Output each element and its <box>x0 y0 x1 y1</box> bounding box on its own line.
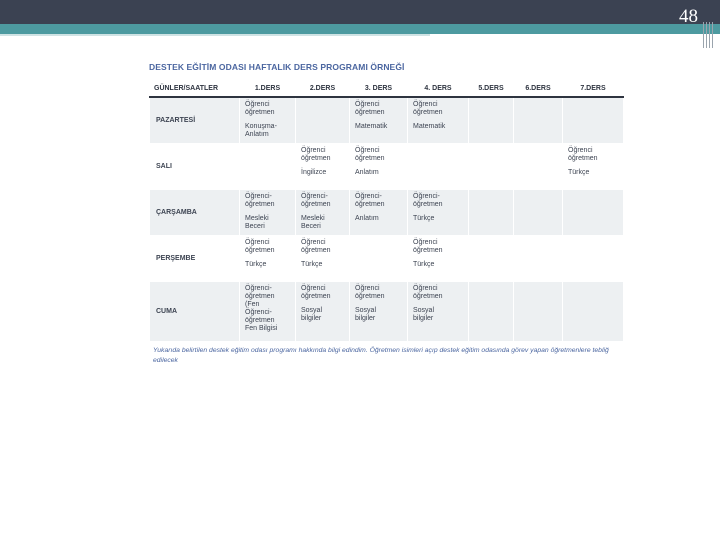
day-cell: CUMA <box>150 281 240 341</box>
lesson-cell <box>563 97 624 143</box>
teacher-role: Öğrenci- öğretmen <box>245 192 275 208</box>
table-footnote: Yukarıda belirtilen destek eğitim odası programı hakkında bilgi edindim. Öğretmen isimleri açıp destek eğitim odasında görev yapan öğretmenlere tebliğ edilecek <box>153 347 609 364</box>
teacher-role: Öğrenci öğretmen <box>413 101 443 116</box>
lesson-cell <box>563 281 624 341</box>
lesson-subject: Konuşma- Anlatım <box>245 123 277 138</box>
lesson-cell <box>469 143 514 189</box>
lesson-cell <box>240 143 296 189</box>
lesson-cell <box>408 97 469 143</box>
slide-number: 48 <box>679 6 698 27</box>
slide-header-bar <box>0 0 720 24</box>
table-row <box>150 235 624 281</box>
header-row <box>150 80 624 98</box>
lesson-subject: Mesleki Beceri <box>301 214 325 230</box>
teacher-role: Öğrenci öğretmen <box>413 284 443 300</box>
teacher-role: Öğrenci öğretmen <box>568 146 598 162</box>
lesson-subject: Sosyal bilgiler <box>355 306 377 322</box>
lesson-cell <box>563 143 624 189</box>
lesson-cell <box>350 281 408 341</box>
table-row <box>150 189 624 235</box>
teacher-role: Öğrenci öğretmen <box>245 238 275 254</box>
column-header-lesson-4: 4. DERS <box>408 80 469 98</box>
lesson-cell <box>240 281 296 341</box>
lesson-subject: Türkçe <box>413 260 435 268</box>
lesson-cell <box>350 235 408 281</box>
lesson-cell <box>296 235 350 281</box>
corner-decoration <box>702 22 714 50</box>
lesson-cell <box>350 143 408 189</box>
lesson-subject: Türkçe <box>245 260 267 268</box>
column-header-lesson-6: 6.DERS <box>514 80 563 98</box>
weekly-schedule-table <box>149 79 624 342</box>
lesson-cell <box>469 235 514 281</box>
teacher-role: Öğrenci öğretmen <box>245 101 275 116</box>
teacher-role: Öğrenci öğretmen <box>301 238 331 254</box>
teacher-role: Öğrenci öğretmen <box>355 146 385 162</box>
column-header-lesson-2: 2.DERS <box>296 80 350 98</box>
lesson-cell <box>563 189 624 235</box>
lesson-subject: Sosyal bilgiler <box>413 306 435 322</box>
column-header-lesson-1: 1.DERS <box>240 80 296 98</box>
lesson-cell <box>350 189 408 235</box>
lesson-cell <box>514 281 563 341</box>
lesson-cell <box>296 189 350 235</box>
lesson-cell <box>408 235 469 281</box>
lesson-cell <box>469 97 514 143</box>
lesson-cell <box>408 189 469 235</box>
lesson-subject: Türkçe <box>568 168 590 176</box>
teacher-role: Öğrenci- öğretmen <box>355 192 385 208</box>
day-cell: PERŞEMBE <box>150 235 240 281</box>
lesson-cell <box>296 97 350 143</box>
column-header-days: GÜNLER/SAATLER <box>150 80 240 98</box>
lesson-cell <box>408 143 469 189</box>
lesson-cell <box>240 97 296 143</box>
lesson-subject: Matematik <box>413 123 446 130</box>
lesson-cell <box>563 235 624 281</box>
column-header-lesson-3: 3. DERS <box>350 80 408 98</box>
lesson-cell <box>350 97 408 143</box>
teacher-role: Öğrenci öğretmen <box>413 238 443 254</box>
column-header-lesson-7: 7.DERS <box>563 80 624 98</box>
lesson-subject: Matematik <box>355 123 388 130</box>
lesson-subject: Sosyal bilgiler <box>301 306 323 322</box>
teacher-role: Öğrenci- öğretmen <box>413 192 443 208</box>
lesson-cell <box>240 235 296 281</box>
lesson-cell <box>514 143 563 189</box>
column-header-lesson-5: 5.DERS <box>469 80 514 98</box>
lesson-subject: Mesleki Beceri <box>245 214 269 230</box>
table-title: DESTEK EĞİTİM ODASI HAFTALIK DERS PROGRAMI ÖRNEĞİ <box>149 62 405 72</box>
day-cell: SALI <box>150 143 240 189</box>
lesson-subject: Türkçe <box>413 214 435 222</box>
teacher-role: Öğrenci öğretmen <box>355 101 385 116</box>
lesson-cell <box>469 189 514 235</box>
teacher-role: Öğrenci öğretmen <box>301 284 331 300</box>
lesson-cell <box>469 281 514 341</box>
day-cell: PAZARTESİ <box>150 97 240 143</box>
lesson-cell <box>296 281 350 341</box>
lesson-cell <box>514 235 563 281</box>
lesson-subject: Anlatım <box>355 168 379 176</box>
lesson-subject: Türkçe <box>301 260 323 268</box>
teacher-role: Öğrenci öğretmen <box>355 284 385 300</box>
lesson-cell <box>408 281 469 341</box>
lesson-cell <box>514 189 563 235</box>
table-row <box>150 143 624 189</box>
lesson-subject: İngilizce <box>301 168 327 176</box>
table-row <box>150 97 624 143</box>
slide-header-accent <box>0 24 720 34</box>
lesson-cell <box>514 97 563 143</box>
table-row <box>150 281 624 341</box>
teacher-role: Öğrenci öğretmen <box>301 146 331 162</box>
header-underline <box>0 34 430 36</box>
teacher-role: Öğrenci- öğretmen <box>301 192 331 208</box>
lesson-cell <box>296 143 350 189</box>
lesson-cell <box>240 189 296 235</box>
lesson-subject: Anlatım <box>355 214 379 222</box>
day-cell: ÇARŞAMBA <box>150 189 240 235</box>
teacher-role: Öğrenci- öğretmen (Fen Öğrenci- öğretmen Fen Bilgisi <box>245 284 278 332</box>
